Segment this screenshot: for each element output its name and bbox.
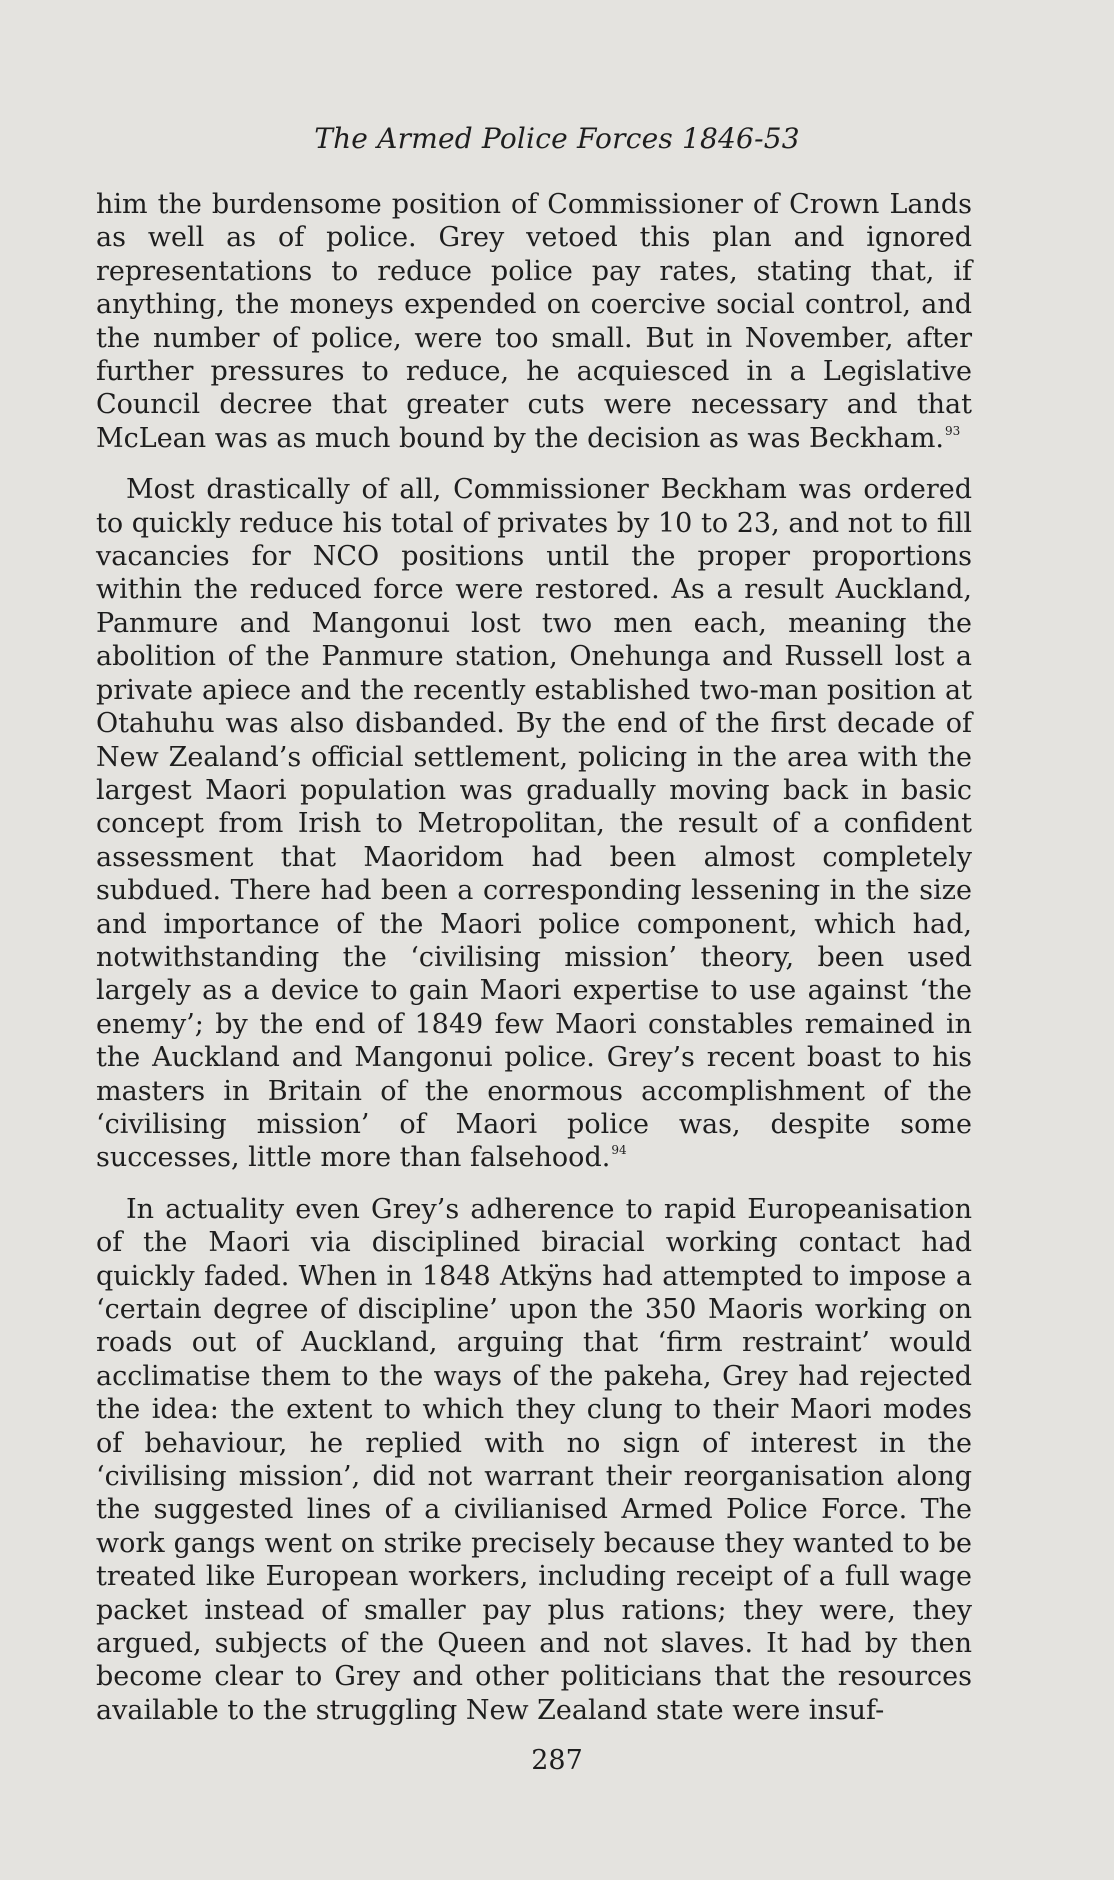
paragraph-2 [96,473,972,1175]
paragraph-2-text: Most drastically of all, Commissioner Beckham was ordered to quickly reduce his total of privates by 10 to 23, and not to fill vacancies for NCO positions until the proper proportions within the reduced force were restored. As a result Auckland, Panmure and Mangonui lost two men each, meaning the abolition of the Panmure station, Onehunga and Russell lost a private apiece and the recently established two-man position at Otahuhu was also disbanded. By the end of the first decade of New Zealand’s official settlement, policing in the area with the largest Maori population was gradually moving back in basic concept from Irish to Metropolitan, the result of a confident assessment that Maoridom had been almost completely subdued. There had been a corresponding lessening in the size and importance of the Maori police component, which had, notwithstanding the ‘civilising mission’ theory, been used largely as a device to gain Maori expertise to use against ‘the enemy’; by the end of 1849 few Maori constables remained in the Auckland and Mangonui police. Grey’s recent boast to his masters in Britain of the enormous accomplishment of the ‘civilising mission’ of Maori police was, despite some successes, little more than falsehood. [96,474,972,1174]
footnote-ref-94: 94 [611,1143,627,1158]
paragraph-3 [96,1193,972,1728]
paragraph-1-text: him the burdensome position of Commissioner of Crown Lands as well as of police. Grey vetoed this plan and ignored representations to reduce police pay rates, stating that, if anything, the moneys expended on coercive social control, and the number of police, were too small. But in November, after further pressures to reduce, he acquiesced in a Legislative Council decree that greater cuts were necessary and that McLean was as much bound by the decision as was Beckham. [96,189,972,454]
paragraph-3-text: In actuality even Grey’s adherence to rapid Europeanisation of the Maori via disciplined biracial working contact had quickly faded. When in 1848 Atkÿns had attempted to impose a ‘certain degree of discipline’ upon the 350 Maoris working on roads out of Auckland, arguing that ‘firm restraint’ would acclimatise them to the ways of the pakeha, Grey had rejected the idea: the extent to which they clung to their Maori modes of behaviour, he replied with no sign of interest in the ‘civilising mission’, did not warrant their reorganisation along the suggested lines of a civilianised Armed Police Force. The work gangs went on strike precisely because they wanted to be treated like European workers, including receipt of a full wage packet instead of smaller pay plus rations; they were, they argued, subjects of the Queen and not slaves. It had by then become clear to Grey and other politicians that the resources available to the struggling New Zealand state were insuf- [96,1193,972,1726]
running-head: The Armed Police Forces 1846-53 [314,122,800,155]
page-number: 287 [531,1745,583,1776]
paragraph-1 [96,188,972,455]
body-text [96,188,972,1745]
footnote-ref-93: 93 [945,423,961,438]
